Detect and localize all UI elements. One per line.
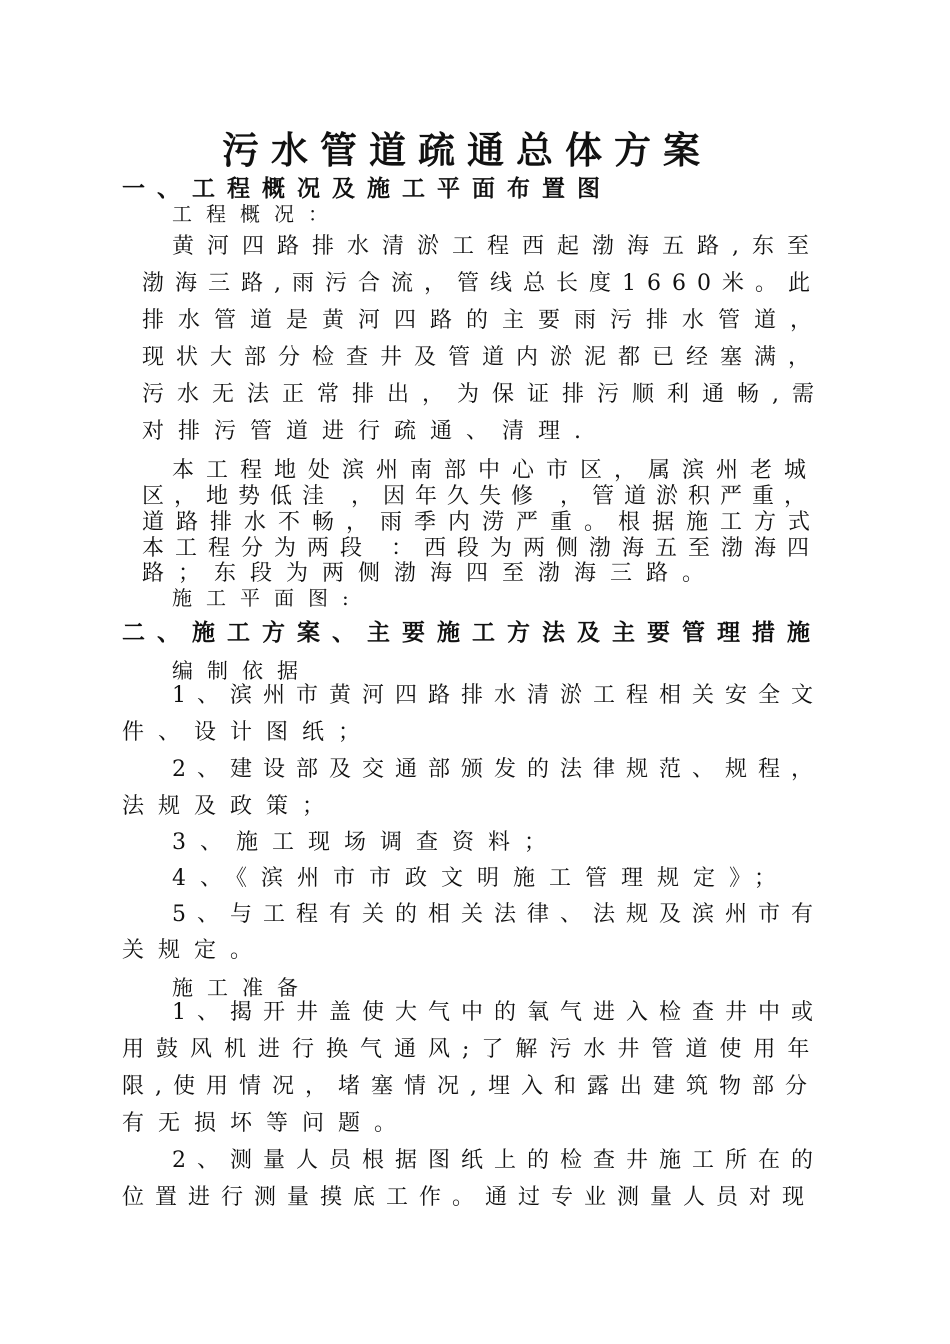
section-1-heading: 一、工程概况及施工平面布置图 <box>122 175 612 202</box>
list-item-line: 5、与工程有关的相关法律、法规及滨州市有 <box>172 902 824 927</box>
paragraph-line: 本工程地处滨州南部中心市区，属滨州老城 <box>172 458 819 483</box>
paragraph-line: 对排污管道进行疏通、清理. <box>142 419 595 444</box>
basis-label: 编制依据 <box>172 659 312 683</box>
list-item-line: 用鼓风机进行换气通风;了解污水井管道使用年 <box>122 1037 822 1062</box>
paragraph-line: 黄河四路排水清淤工程西起渤海五路,东至 <box>172 234 822 259</box>
overview-label: 工程概况： <box>172 202 342 226</box>
list-item-line: 法规及政策； <box>122 794 339 819</box>
list-item-line: 件、设计图纸； <box>122 720 375 745</box>
list-item-line: 2、建设部及交通部颁发的法律规范、规程， <box>172 757 824 782</box>
list-item-line: 3、施工现场调查资料； <box>172 830 560 855</box>
list-item-line: 关规定。 <box>122 938 267 963</box>
paragraph-line: 本工程分为两段 ：西段为两侧渤海五至渤海四 <box>142 536 820 561</box>
paragraph-line: 排水管道是黄河四路的主要雨污排水管道， <box>142 308 827 333</box>
paragraph-line: 渤海三路,雨污合流，管线总长度1660米。此 <box>142 271 821 296</box>
list-item-line: 限,使用情况，堵塞情况,埋入和露出建筑物部分 <box>122 1074 818 1099</box>
list-item-line: 1、揭开井盖使大气中的氧气进入检查井中或 <box>172 1000 824 1025</box>
paragraph-line: 道路排水不畅，雨季内涝严重。根据施工方式 <box>142 510 823 535</box>
list-item-line: 2、测量人员根据图纸上的检查井施工所在的 <box>172 1148 824 1173</box>
paragraph-line: 污水无法正常排出，为保证排污顺利通畅,需 <box>142 382 827 407</box>
list-item-line: 1、滨州市黄河四路排水清淤工程相关安全文 <box>172 683 824 708</box>
section-2-heading: 二、施工方案、主要施工方法及主要管理措施 <box>122 619 822 646</box>
page-title: 污水管道疏通总体方案 <box>222 128 712 172</box>
list-item-line: 4、《滨州市市政文明施工管理规定》； <box>172 866 790 891</box>
list-item-line: 位置进行测量摸底工作。通过专业测量人员对现 <box>122 1185 816 1210</box>
paragraph-line: 路；东段为两侧渤海四至渤海三路。 <box>142 561 719 586</box>
paragraph-line: 区，地势低洼 ，因年久失修 ，管道淤积严重， <box>142 484 816 509</box>
prep-label: 施工准备 <box>172 976 312 1000</box>
plan-label: 施工平面图: <box>172 586 363 610</box>
paragraph-line: 现状大部分检查井及管道内淤泥都已经塞满， <box>142 345 823 370</box>
list-item-line: 有无损坏等问题。 <box>122 1111 411 1136</box>
